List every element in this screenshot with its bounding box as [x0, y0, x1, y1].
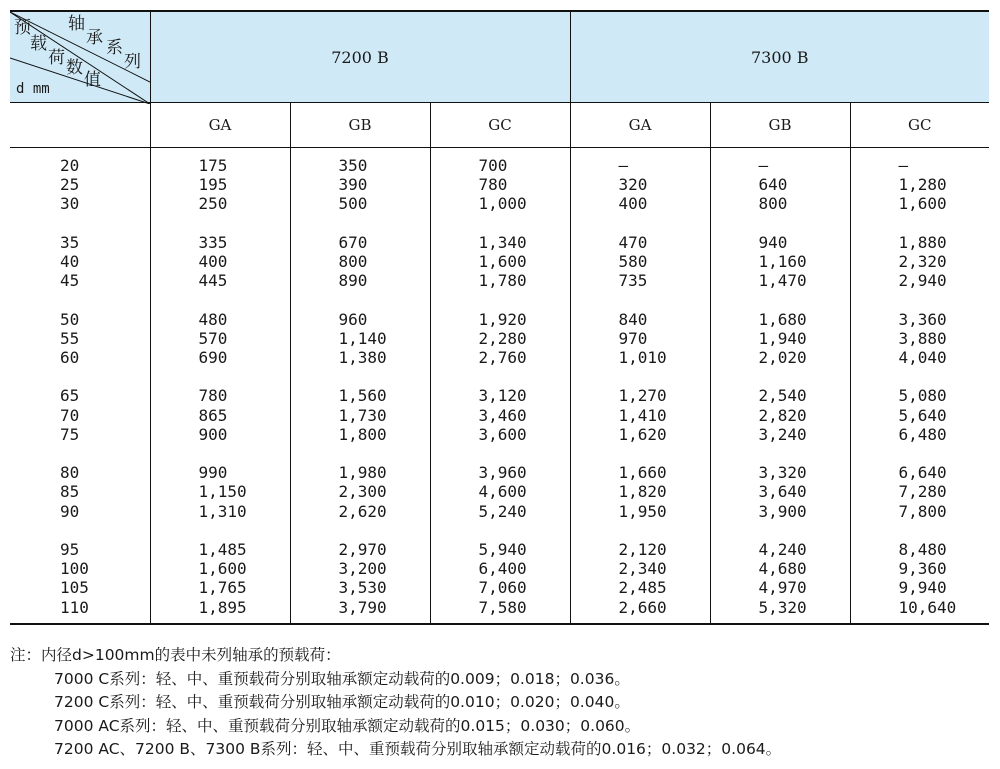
preload-value-cell: 5,240 [430, 502, 570, 521]
preload-value-cell: 1,620 [570, 425, 710, 444]
bore-diameter-cell: 30 [60, 194, 80, 214]
preload-value-cell: 400 [570, 194, 710, 213]
gap-cell [10, 521, 150, 540]
preload-value-cell: 2,320 [850, 252, 989, 271]
preload-value-cell: 3,200 [290, 559, 430, 578]
bottom-rule-row [10, 617, 989, 624]
corner-char: 列 [124, 52, 141, 72]
preload-value-cell: — [710, 156, 850, 175]
preload-value-cell: 9,360 [850, 559, 989, 578]
gap-cell [150, 444, 290, 463]
preload-value-cell: 8,480 [850, 540, 989, 559]
preload-value-cell: 1,920 [430, 310, 570, 329]
preload-value-cell: 735 [570, 271, 710, 290]
preload-value-cell: 3,360 [850, 310, 989, 329]
table-row [10, 233, 989, 252]
preload-value-cell: 195 [150, 175, 290, 194]
notes-block [10, 644, 781, 762]
preload-value-cell: 970 [570, 329, 710, 348]
preload-value-cell: 350 [290, 156, 430, 175]
gap-cell [570, 367, 710, 386]
corner-char: 数 [66, 58, 83, 78]
preload-value-cell: 2,300 [290, 482, 430, 501]
subcol-header: GB [290, 103, 430, 148]
group-gap-row [10, 214, 989, 233]
bottom-rule-cell [150, 617, 290, 624]
corner-char: 预 [14, 18, 31, 38]
spacer-cell [570, 148, 710, 157]
preload-value-cell: 2,020 [710, 348, 850, 367]
preload-value-cell: 6,400 [430, 559, 570, 578]
preload-value-cell: 2,940 [850, 271, 989, 290]
gap-cell [710, 521, 850, 540]
gap-cell [430, 214, 570, 233]
preload-value-cell: 690 [150, 348, 290, 367]
preload-value-cell: 1,470 [710, 271, 850, 290]
bore-diameter-cell: 75 [60, 424, 80, 444]
series-header-7200b: 7200 B [150, 11, 570, 103]
bottom-rule-cell [430, 617, 570, 624]
preload-value-cell: 1,980 [290, 463, 430, 482]
bore-diameter-cell: 110 [60, 597, 89, 617]
preload-value-cell: 1,800 [290, 425, 430, 444]
preload-value-cell: 2,620 [290, 502, 430, 521]
group-gap-row [10, 444, 989, 463]
gap-cell [290, 367, 430, 386]
gap-cell [430, 367, 570, 386]
preload-value-cell: 1,340 [430, 233, 570, 252]
preload-value-cell: 5,640 [850, 406, 989, 425]
preload-value-cell: 4,040 [850, 348, 989, 367]
bore-diameter-cell: 60 [60, 348, 80, 367]
preload-value-cell: 1,310 [150, 502, 290, 521]
preload-value-cell: 4,600 [430, 482, 570, 501]
preload-value-cell: 1,560 [290, 386, 430, 405]
gap-cell [850, 367, 989, 386]
preload-value-cell: 5,320 [710, 598, 850, 617]
preload-value-cell: 1,380 [290, 348, 430, 367]
preload-value-cell: 3,240 [710, 425, 850, 444]
preload-value-cell: 990 [150, 463, 290, 482]
preload-value-cell: 2,660 [570, 598, 710, 617]
subcol-header: GB [710, 103, 850, 148]
preload-value-cell: 250 [150, 194, 290, 213]
preload-value-cell: 175 [150, 156, 290, 175]
preload-value-cell: 2,280 [430, 329, 570, 348]
gap-cell [150, 367, 290, 386]
preload-value-cell: 1,600 [850, 194, 989, 213]
preload-table-page [10, 10, 989, 625]
gap-cell [290, 521, 430, 540]
table-row [10, 310, 989, 329]
notes-line: 7200 C系列：轻、中、重预载荷分别取轴承额定动载荷的0.010；0.020；0.040。 [54, 693, 630, 711]
gap-cell [150, 214, 290, 233]
preload-value-cell: 6,480 [850, 425, 989, 444]
preload-value-cell: 1,010 [570, 348, 710, 367]
bore-diameter-cell: 45 [60, 271, 80, 291]
preload-value-cell: 865 [150, 406, 290, 425]
gap-cell [10, 444, 150, 463]
preload-value-cell: 780 [150, 386, 290, 405]
preload-value-cell: 890 [290, 271, 430, 290]
notes-line: 7000 C系列：轻、中、重预载荷分别取轴承额定动载荷的0.009；0.018；0.036。 [54, 669, 630, 688]
bore-diameter-cell: 90 [60, 501, 80, 521]
gap-cell [850, 290, 989, 309]
preload-value-cell: 1,410 [570, 406, 710, 425]
preload-value-cell: 1,680 [710, 310, 850, 329]
preload-value-cell: 1,160 [710, 252, 850, 271]
group-gap-row [10, 367, 989, 386]
gap-cell [10, 290, 150, 309]
preload-value-cell: 7,580 [430, 598, 570, 617]
preload-value-cell: 700 [430, 156, 570, 175]
preload-value-cell: 4,680 [710, 559, 850, 578]
table-row [10, 386, 989, 405]
corner-char: 值 [84, 70, 101, 90]
bore-diameter-cell: 70 [60, 405, 80, 425]
preload-value-cell: 670 [290, 233, 430, 252]
preload-value-cell: 960 [290, 310, 430, 329]
gap-cell [850, 444, 989, 463]
preload-value-cell: 4,970 [710, 578, 850, 597]
preload-value-cell: 1,150 [150, 482, 290, 501]
corner-header-cell [10, 11, 150, 103]
preload-value-cell: 9,940 [850, 578, 989, 597]
subcol-header: GA [150, 103, 290, 148]
table-row [10, 348, 989, 367]
preload-value-cell: 1,270 [570, 386, 710, 405]
preload-value-cell: 470 [570, 233, 710, 252]
table-row [10, 598, 989, 617]
corner-char: 轴 [68, 14, 85, 34]
gap-cell [290, 290, 430, 309]
bottom-rule-cell [570, 617, 710, 624]
preload-value-cell: 2,970 [290, 540, 430, 559]
preload-value-cell: 2,760 [430, 348, 570, 367]
gap-cell [570, 214, 710, 233]
bottom-rule-cell [710, 617, 850, 624]
bore-diameter-cell: 95 [60, 539, 80, 559]
table-row [10, 156, 989, 175]
preload-value-cell: 5,080 [850, 386, 989, 405]
preload-value-cell: 1,000 [430, 194, 570, 213]
preload-value-cell: 3,320 [710, 463, 850, 482]
group-gap-row [10, 290, 989, 309]
preload-value-cell: 640 [710, 175, 850, 194]
corner-char: 承 [86, 28, 103, 48]
subcol-header: GC [430, 103, 570, 148]
preload-value-cell: 1,950 [570, 502, 710, 521]
bottom-rule-cell [850, 617, 989, 624]
preload-value-cell: 1,485 [150, 540, 290, 559]
table-row [10, 463, 989, 482]
preload-value-cell: 3,960 [430, 463, 570, 482]
preload-value-cell: 7,280 [850, 482, 989, 501]
preload-value-cell: 580 [570, 252, 710, 271]
gap-cell [10, 214, 150, 233]
spacer-cell [430, 148, 570, 157]
preload-value-cell: 3,460 [430, 406, 570, 425]
preload-value-cell: 840 [570, 310, 710, 329]
table-body [10, 148, 989, 624]
preload-value-cell: — [850, 156, 989, 175]
preload-value-cell: 1,660 [570, 463, 710, 482]
corner-d-unit: d mm [16, 81, 50, 97]
bore-diameter-cell: 55 [60, 328, 80, 348]
preload-value-cell: 1,880 [850, 233, 989, 252]
preload-value-cell: 2,120 [570, 540, 710, 559]
preload-value-cell: 1,780 [430, 271, 570, 290]
bore-diameter-cell: 20 [60, 156, 80, 175]
preload-value-cell: 390 [290, 175, 430, 194]
gap-cell [150, 521, 290, 540]
preload-value-cell: 6,640 [850, 463, 989, 482]
gap-cell [710, 214, 850, 233]
preload-value-cell: 1,280 [850, 175, 989, 194]
bottom-rule-cell [10, 617, 150, 624]
preload-value-cell: 1,895 [150, 598, 290, 617]
preload-value-cell: 3,120 [430, 386, 570, 405]
table-row [10, 406, 989, 425]
corner-char: 载 [30, 34, 47, 54]
preload-value-cell: 2,485 [570, 578, 710, 597]
preload-value-cell: 2,340 [570, 559, 710, 578]
preload-value-cell: 900 [150, 425, 290, 444]
preload-value-cell: 7,060 [430, 578, 570, 597]
spacer-cell [850, 148, 989, 157]
gap-cell [430, 444, 570, 463]
table-row [10, 425, 989, 444]
preload-value-cell: 480 [150, 310, 290, 329]
preload-value-cell: 445 [150, 271, 290, 290]
table-row [10, 482, 989, 501]
bore-diameter-cell: 50 [60, 309, 80, 329]
preload-value-cell: 1,940 [710, 329, 850, 348]
header-row-series [10, 11, 989, 103]
notes-line: 7200 AC、7200 B、7300 B系列：轻、中、重预载荷分别取轴承额定动载荷的0.016；0.032；0.064。 [54, 740, 782, 758]
gap-cell [710, 367, 850, 386]
gap-cell [290, 214, 430, 233]
gap-cell [710, 290, 850, 309]
table-row [10, 578, 989, 597]
corner-char: 荷 [48, 48, 65, 68]
bore-diameter-cell: 100 [60, 559, 89, 579]
header-row-grades [10, 103, 989, 148]
table-row [10, 540, 989, 559]
preload-value-cell: 1,600 [430, 252, 570, 271]
spacer-cell [10, 148, 150, 157]
spacer-cell [710, 148, 850, 157]
preload-value-cell: 1,765 [150, 578, 290, 597]
notes-line: 7000 AC系列：轻、中、重预载荷分别取轴承额定动载荷的0.015；0.030；0.060。 [54, 716, 641, 735]
preload-value-cell: 7,800 [850, 502, 989, 521]
preload-value-cell: 1,730 [290, 406, 430, 425]
preload-value-cell: 3,640 [710, 482, 850, 501]
subcol-header: GC [850, 103, 989, 148]
table-row [10, 502, 989, 521]
preload-value-cell: 2,540 [710, 386, 850, 405]
group-gap-row [10, 521, 989, 540]
gap-cell [570, 444, 710, 463]
bore-diameter-cell: 80 [60, 463, 80, 483]
preload-value-cell: 4,240 [710, 540, 850, 559]
preload-value-cell: 800 [290, 252, 430, 271]
preload-value-cell: 5,940 [430, 540, 570, 559]
empty-header-cell [10, 103, 150, 148]
subcol-header: GA [570, 103, 710, 148]
gap-cell [850, 521, 989, 540]
table-row [10, 194, 989, 213]
gap-cell [10, 367, 150, 386]
table-row [10, 329, 989, 348]
spacer-row [10, 148, 989, 157]
gap-cell [430, 521, 570, 540]
preload-value-cell: 500 [290, 194, 430, 213]
preload-value-cell: 3,530 [290, 578, 430, 597]
corner-char: 系 [106, 38, 123, 58]
preload-value-cell: 3,790 [290, 598, 430, 617]
preload-value-cell: 10,640 [850, 598, 989, 617]
preload-value-cell: 3,880 [850, 329, 989, 348]
gap-cell [710, 444, 850, 463]
gap-cell [570, 290, 710, 309]
preload-value-cell: 3,600 [430, 425, 570, 444]
preload-value-cell: 3,900 [710, 502, 850, 521]
table-row [10, 175, 989, 194]
notes-title: 注：内径d>100mm的表中未列轴承的预载荷： [10, 646, 341, 664]
gap-cell [570, 521, 710, 540]
preload-value-cell: 800 [710, 194, 850, 213]
preload-value-cell: 1,600 [150, 559, 290, 578]
preload-value-cell: 570 [150, 329, 290, 348]
bore-diameter-cell: 25 [60, 175, 80, 195]
gap-cell [430, 290, 570, 309]
table-row [10, 559, 989, 578]
bore-diameter-cell: 105 [60, 578, 89, 598]
bore-diameter-cell: 35 [60, 232, 80, 252]
preload-value-cell: 1,820 [570, 482, 710, 501]
preload-value-cell: — [570, 156, 710, 175]
gap-cell [290, 444, 430, 463]
preload-value-cell: 1,140 [290, 329, 430, 348]
preload-value-cell: 320 [570, 175, 710, 194]
bore-diameter-cell: 65 [60, 386, 80, 406]
preload-value-cell: 335 [150, 233, 290, 252]
bore-diameter-cell: 40 [60, 252, 80, 271]
bore-diameter-cell: 85 [60, 482, 80, 502]
preload-table [10, 10, 989, 625]
bottom-rule-cell [290, 617, 430, 624]
preload-value-cell: 780 [430, 175, 570, 194]
spacer-cell [290, 148, 430, 157]
spacer-cell [150, 148, 290, 157]
preload-value-cell: 940 [710, 233, 850, 252]
preload-value-cell: 2,820 [710, 406, 850, 425]
gap-cell [150, 290, 290, 309]
preload-value-cell: 400 [150, 252, 290, 271]
gap-cell [850, 214, 989, 233]
series-header-7300b: 7300 B [570, 11, 989, 103]
table-row [10, 271, 989, 290]
table-row [10, 252, 989, 271]
